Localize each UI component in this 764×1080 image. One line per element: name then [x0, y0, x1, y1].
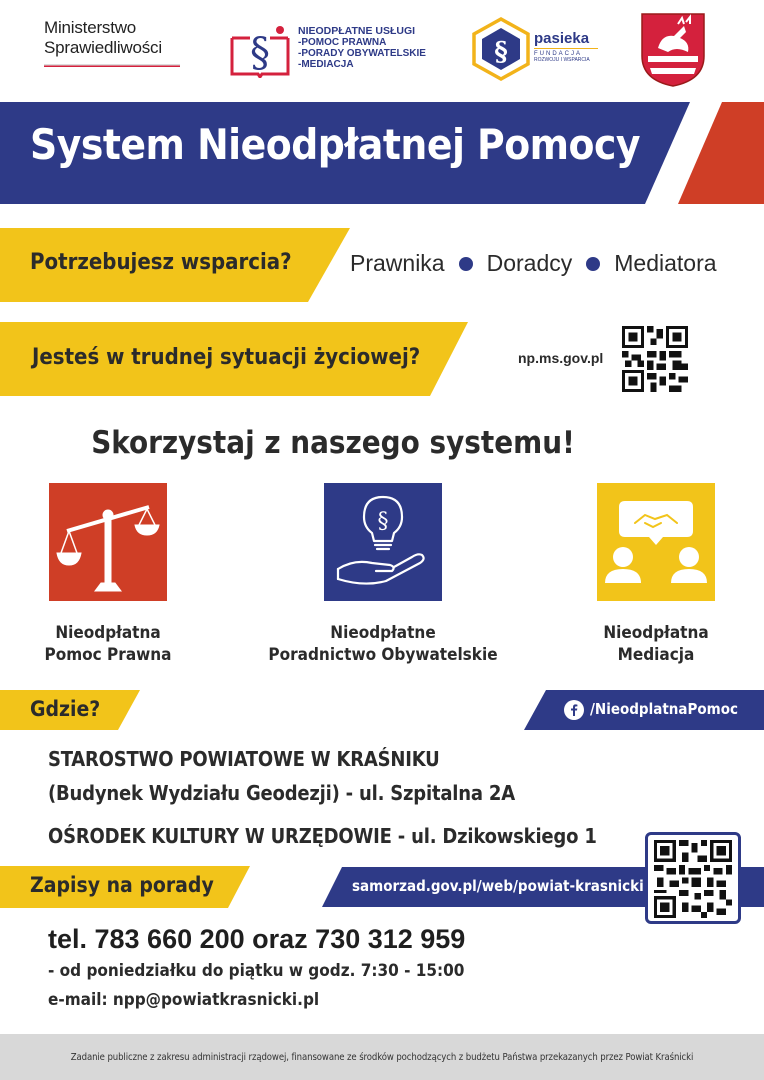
svg-text:§: §	[377, 509, 389, 534]
qr-code-icon[interactable]	[622, 326, 688, 392]
legal-aid-tile	[49, 483, 167, 601]
service-mediation	[570, 622, 742, 666]
email-address[interactable]: e-mail: npp@powiatkrasnicki.pl	[48, 990, 320, 1010]
civic-advice-tile	[324, 483, 442, 601]
qr-code-icon[interactable]	[654, 840, 732, 918]
pasieka-subtitle: FUNDACJA	[534, 51, 583, 57]
pasieka-divider	[534, 48, 598, 49]
service-civic-advice	[243, 622, 523, 666]
role-mediator: Mediatora	[614, 250, 717, 276]
opening-hours: - od poniedziałku do piątku w godz. 7:30 - 15:00	[48, 961, 465, 981]
service-label: Poradnictwo Obywatelskie	[268, 645, 498, 665]
signup-label: Zapisy na porady	[30, 873, 214, 897]
service-label: Mediacja	[617, 645, 695, 665]
service-legal-aid	[20, 622, 196, 666]
lightbulb-hand-icon	[324, 483, 442, 601]
headline: Skorzystaj z naszego systemu!	[91, 425, 575, 461]
free-services-item: -POMOC PRAWNA	[298, 37, 387, 48]
section-sign-book-icon	[228, 24, 292, 78]
svg-text:§: §	[250, 30, 270, 76]
ministry-name-line1: Ministerstwo	[44, 18, 137, 37]
bullet-dot-icon	[459, 257, 473, 271]
bullet-dot-icon	[586, 257, 600, 271]
free-services-item: -MEDIACJA	[298, 59, 354, 70]
pasieka-tagline: ROZWOJU I WSPARCIA	[534, 57, 590, 63]
mediation-tile	[597, 483, 715, 601]
free-services-text	[298, 26, 426, 70]
pasieka-logo	[470, 16, 610, 82]
phone-numbers[interactable]: tel. 783 660 200 oraz 730 312 959	[48, 924, 466, 954]
np-website-link[interactable]: np.ms.gov.pl	[518, 350, 604, 366]
pasieka-text	[534, 30, 598, 63]
question-difficult-situation: Jesteś w trudnej sytuacji życiowej?	[32, 345, 421, 370]
address-building: (Budynek Wydziału Geodezji) - ul. Szpitalna 2A	[48, 781, 515, 805]
footer-bar	[0, 1034, 764, 1080]
service-label: Pomoc Prawna	[44, 645, 172, 665]
where-label: Gdzie?	[30, 697, 101, 721]
service-label: Nieodpłatna	[55, 623, 161, 643]
ministry-flag-bar	[44, 64, 180, 67]
address-starostwo: STAROSTWO POWIATOWE W KRAŚNIKU	[48, 747, 440, 771]
service-label: Nieodpłatne	[330, 623, 436, 643]
county-coat-of-arms-icon	[640, 12, 706, 88]
mediation-people-icon	[597, 483, 715, 601]
footer-funding-note: Zadanie publiczne z zakresu administracji rządowej, finansowane ze środków pochodzących z budżetu Państwa przekazanych przez Powiat Kraśnicki	[70, 1051, 694, 1063]
signup-website-link[interactable]: samorzad.gov.pl/web/powiat-krasnicki	[352, 877, 644, 895]
role-advisor: Doradcy	[486, 250, 573, 276]
ministry-name-line2: Sprawiedliwości	[44, 38, 162, 57]
service-label: Nieodpłatna	[603, 623, 709, 643]
page-title: System Nieodpłatnej Pomocy	[30, 120, 641, 169]
svg-text:§: §	[494, 37, 508, 67]
facebook-link[interactable]: /NieodplatnaPomoc	[590, 700, 738, 718]
free-services-logo	[228, 24, 438, 78]
roles-list	[350, 250, 717, 277]
free-services-title: NIEODPŁATNE USŁUGI	[298, 25, 416, 37]
question-support: Potrzebujesz wsparcia?	[30, 250, 292, 275]
scales-of-justice-icon	[49, 483, 167, 601]
hexagon-section-icon	[470, 16, 532, 82]
facebook-icon[interactable]	[564, 700, 584, 720]
free-services-item: -PORADY OBYWATELSKIE	[298, 48, 426, 59]
pasieka-name: pasieka	[534, 30, 590, 47]
address-culture-center: OŚRODEK KULTURY W URZĘDOWIE - ul. Dzikowskiego 1	[48, 824, 597, 848]
role-lawyer: Prawnika	[350, 250, 445, 276]
ministry-logo	[44, 18, 180, 67]
